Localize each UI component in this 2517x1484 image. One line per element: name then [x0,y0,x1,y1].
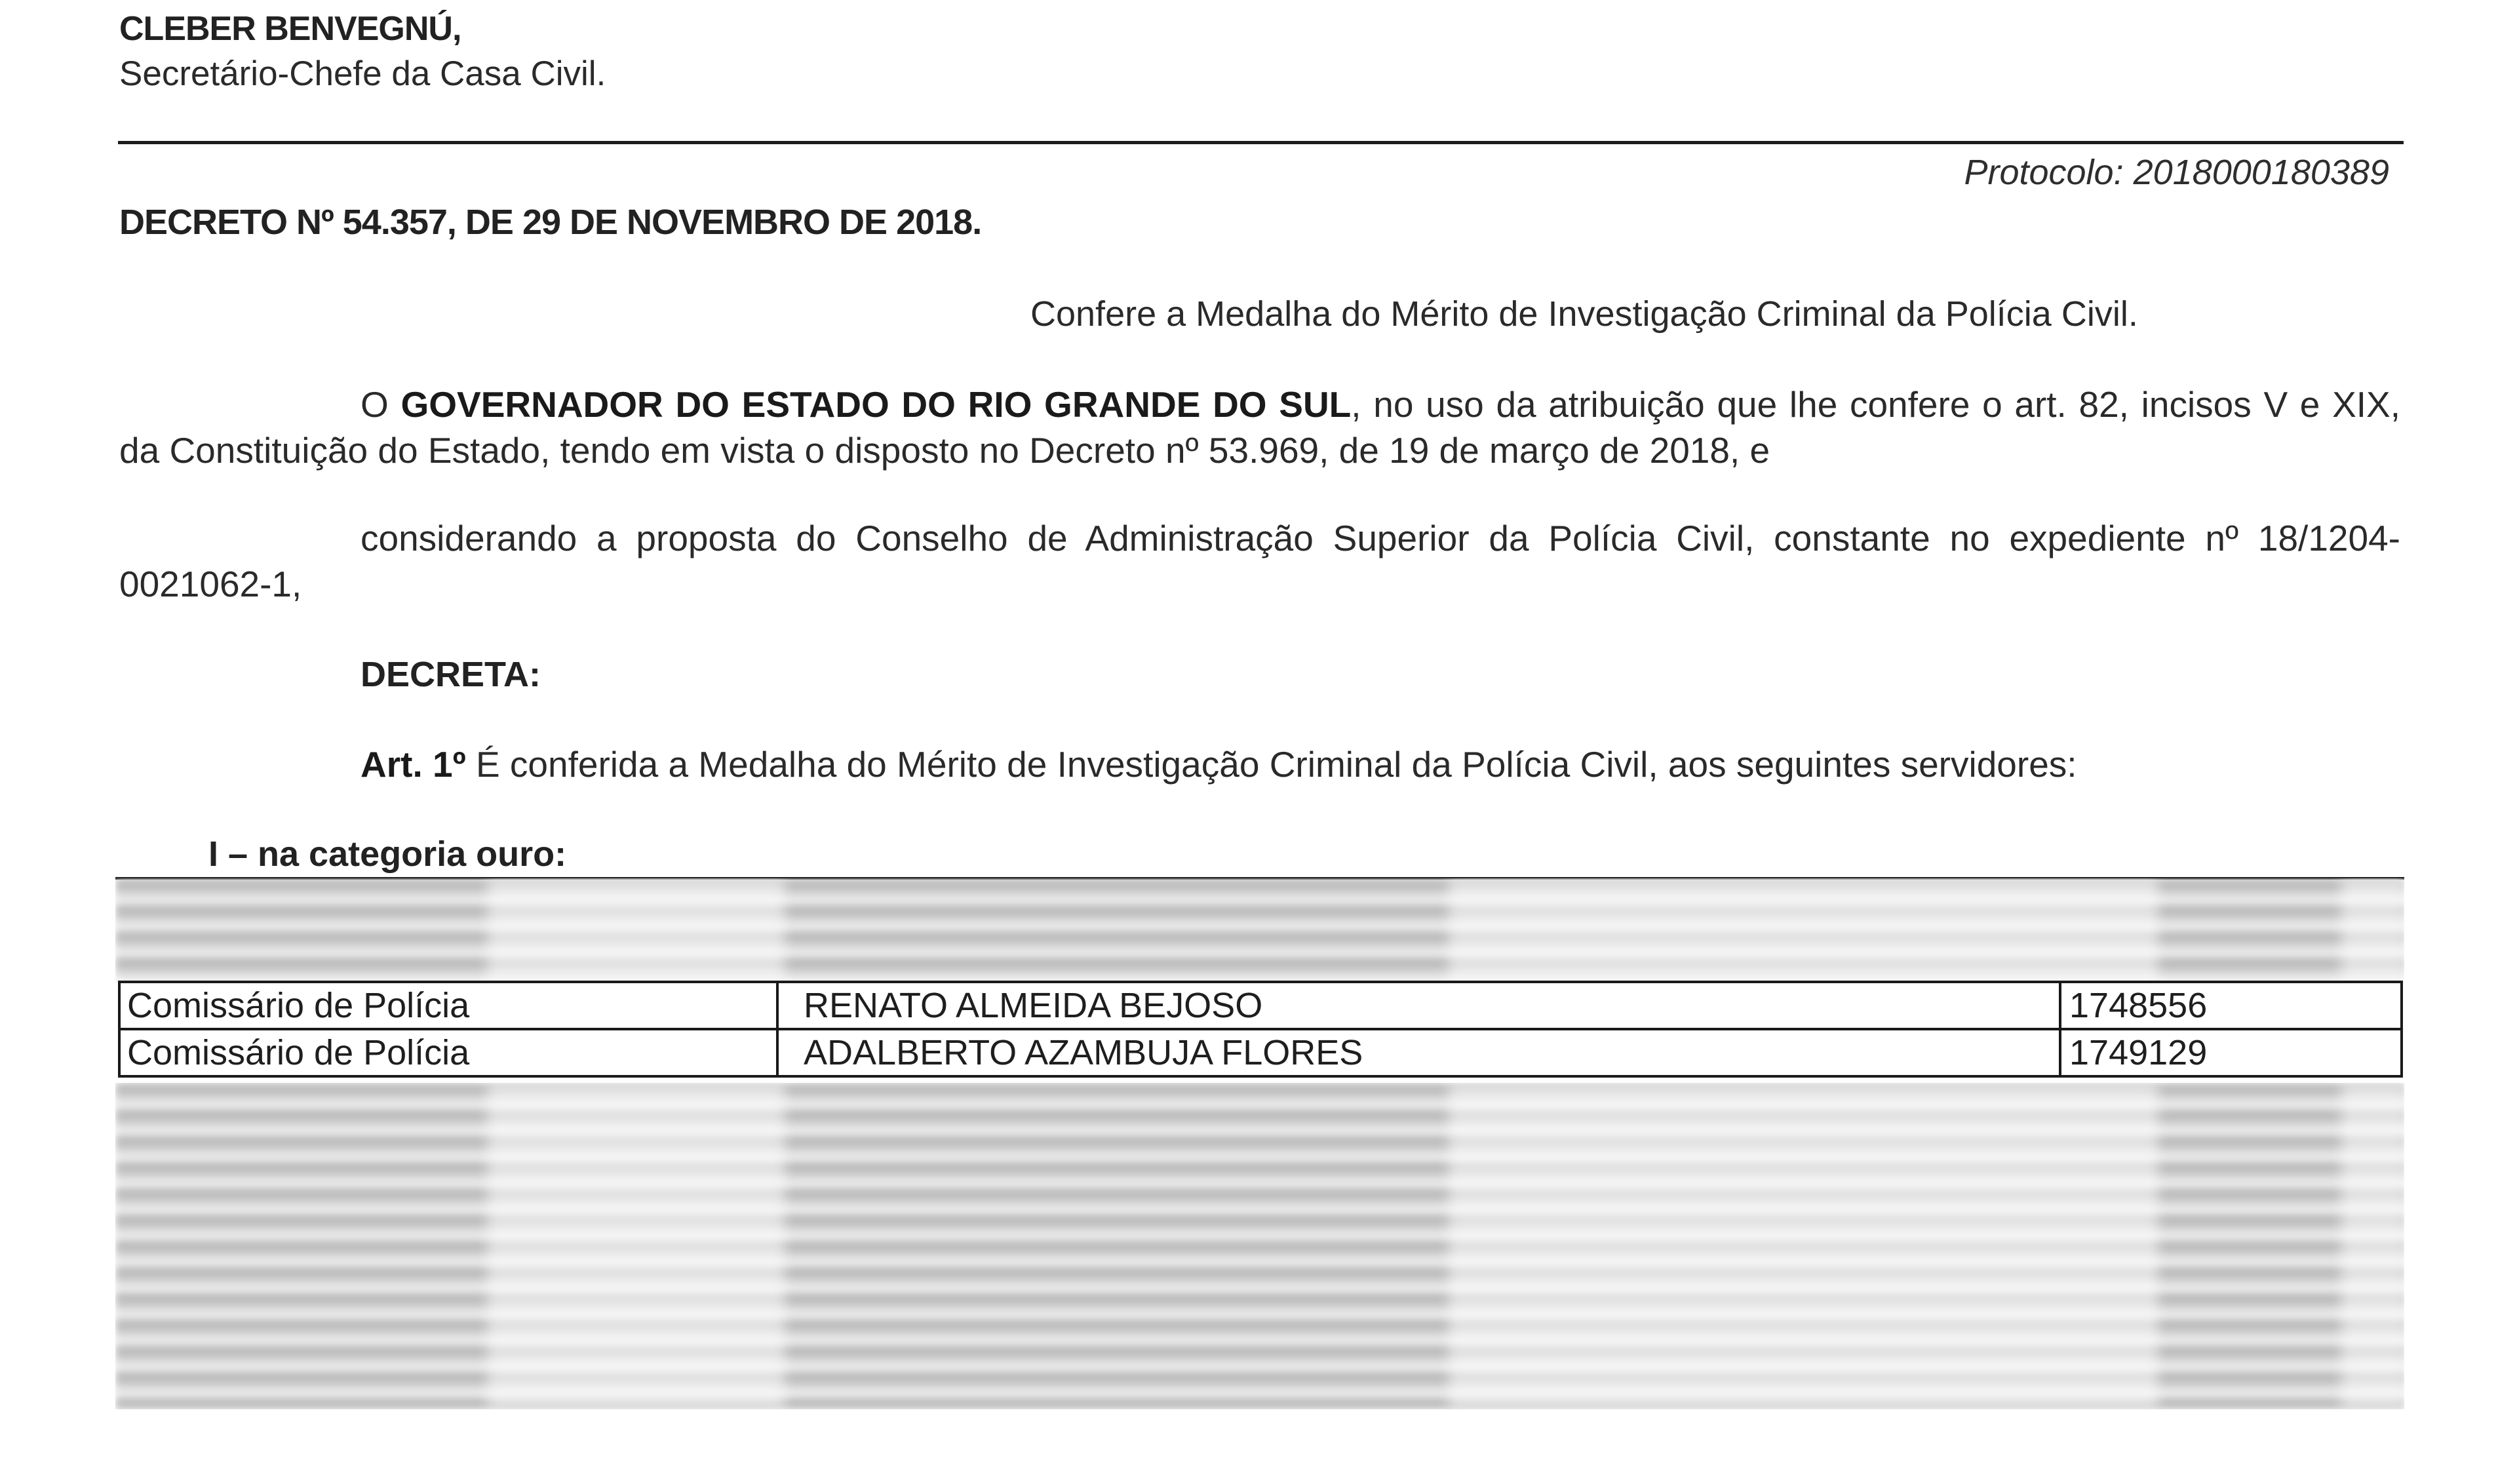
governor-title: GOVERNADOR DO ESTADO DO RIO GRANDE DO SUL [400,384,1352,425]
name-cell: ADALBERTO AZAMBUJA FLORES [777,1029,2060,1076]
signer-role: Secretário-Chefe da Casa Civil. [119,54,606,93]
article-1-label: Art. 1º [361,744,466,785]
preamble-paragraph [119,381,2400,473]
preamble-prefix: O [361,384,401,425]
cargo-cell: Comissário de Polícia [119,1029,777,1076]
table-row [119,982,2402,1029]
id-cell: 1748556 [2060,982,2402,1029]
article-1 [361,743,2077,785]
separator-rule [118,141,2404,144]
considering-paragraph [119,515,2400,607]
redacted-rows-bottom [115,1083,2404,1409]
table-row [119,1029,2402,1076]
id-cell: 1749129 [2060,1029,2402,1076]
category-heading: I – na categoria ouro: [208,834,567,874]
redacted-rows-top [115,878,2404,983]
decreta-heading: DECRETA: [361,655,541,694]
cargo-cell: Comissário de Polícia [119,982,777,1029]
considering-text: considerando a proposta do Conselho de Administração Superior da Polícia Civil, constante no expediente nº 18/1204-0021062-1, [119,518,2400,604]
decree-summary: Confere a Medalha do Mérito de Investigação Criminal da Polícia Civil. [1030,294,2138,334]
recipients-table [118,981,2403,1078]
decree-title: DECRETO Nº 54.357, DE 29 DE NOVEMBRO DE 2018. [119,203,982,242]
article-1-text: É conferida a Medalha do Mérito de Investigação Criminal da Polícia Civil, aos seguintes servidores: [465,744,2077,785]
protocol-number: Protocolo: 2018000180389 [1964,153,2389,192]
name-cell: RENATO ALMEIDA BEJOSO [777,982,2060,1029]
preamble-rest: , no uso da atribuição que lhe confere o art. 82, incisos V e XIX, da Constituição do Estado, tendo em vista o disposto no Decreto nº 53.969, de 19 de março de 2018, e [119,384,2401,471]
signer-name: CLEBER BENVEGNÚ, [119,10,461,48]
